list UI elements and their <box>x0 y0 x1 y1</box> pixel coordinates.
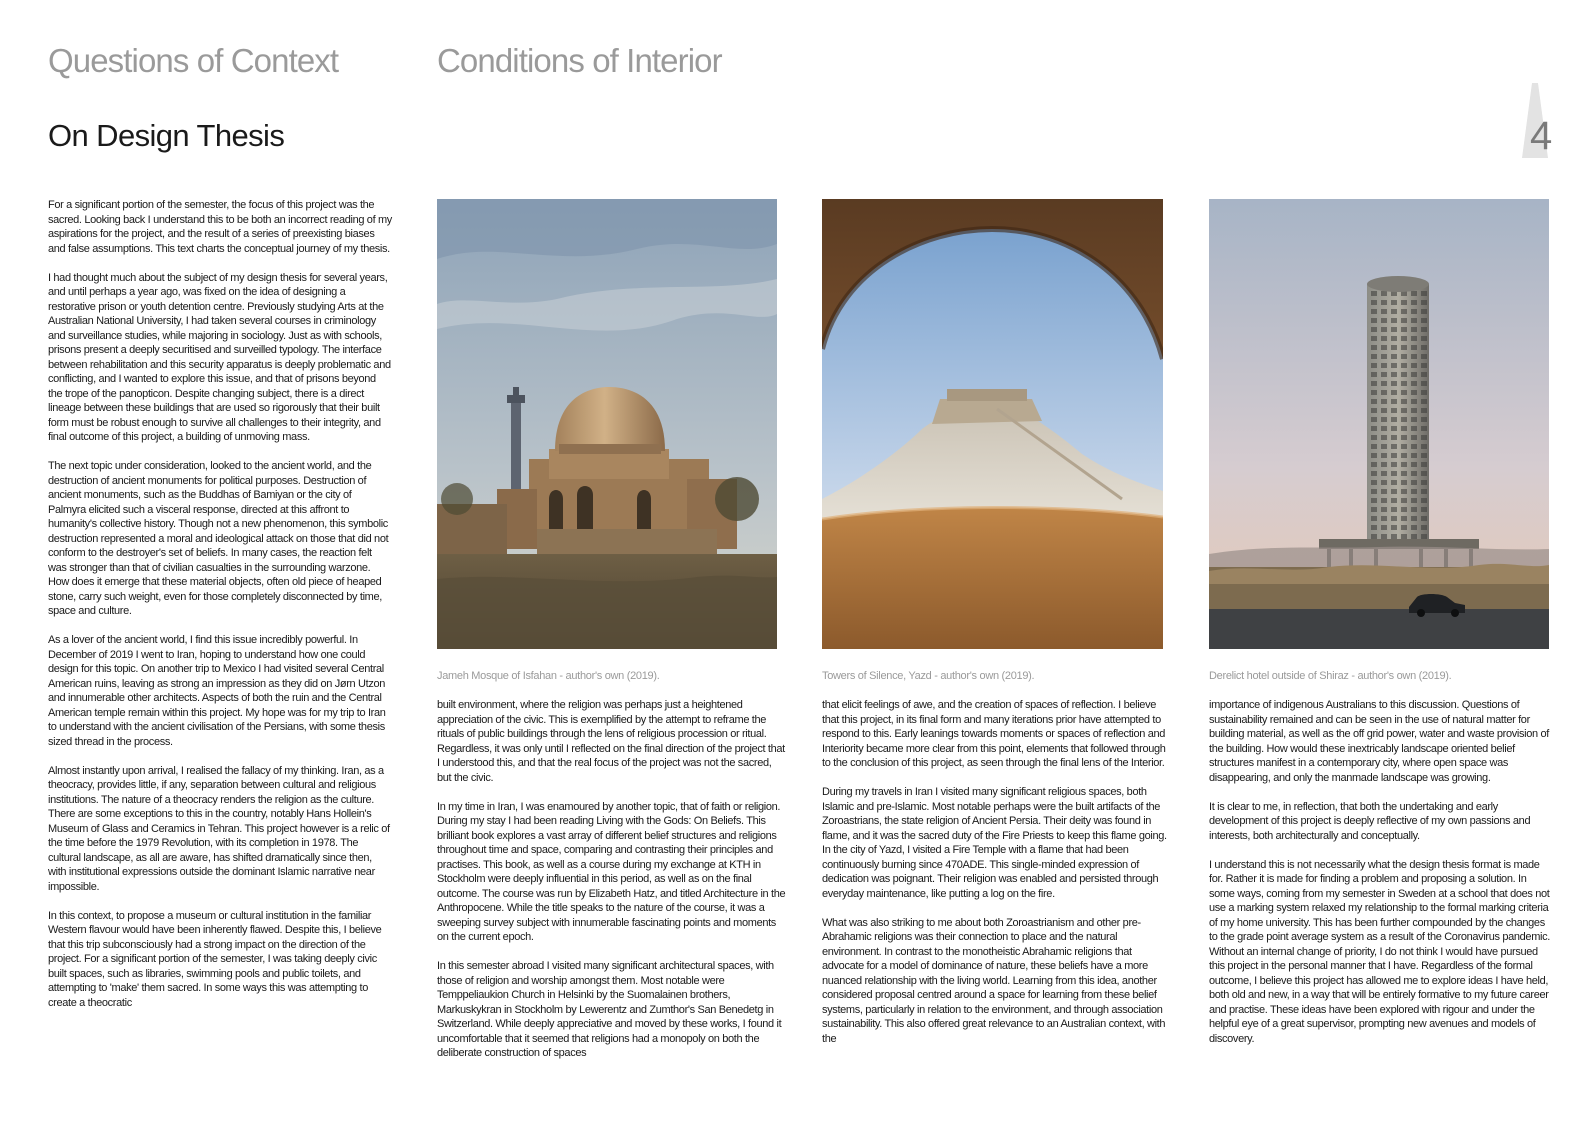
text-column-4 <box>1209 698 1551 1061</box>
paragraph: importance of indigenous Australians to this discussion. Questions of sustainability remained and can be seen in the use of natural matter for building material, as well as the off grid power, water and waste provision of the building. How would these inextricably landscape oriented belief structures manifest in a contemporary city, where open space was disappearing, and only the manmade landscape was growing. <box>1209 699 1549 784</box>
text-column-1 <box>48 198 392 1025</box>
paragraph: In this semester abroad I visited many significant architectural spaces, with those of religion and worship amongst them. Most notable were Temppeliaukion Church in Helsinki by the Suomalainen brothers, Markuskykran in Stockholm by Lewerentz and Zumthor's San Benedetg in Switzerland. While deeply appreciative and moved by these works, I found it uncomfortable that it seemed that religions had a monopoly on both the deliberate construction of spaces <box>437 960 782 1059</box>
paragraph: For a significant portion of the semester, the focus of this project was the sacred. Looking back I understand this to be both an incorrect reading of my aspirations for the project, and the result of a series of preexisting biases and false assumptions. This text charts the conceptual journey of my thesis. <box>48 199 392 255</box>
towers-of-silence-photo <box>822 199 1163 649</box>
photo-caption: Derelict hotel outside of Shiraz - author's own (2019). <box>1209 670 1452 682</box>
paragraph: Almost instantly upon arrival, I realised the fallacy of my thinking. Iran, as a theocracy, provides little, if any, separation between cultural and religious institutions. The nature of a theocracy renders the religion as the culture. There are some exceptions to this in the country, notably Hans Hollein's Museum of Glass and Ceramics in Tehran. This project however is a relic of the time before the 1979 Revolution, with its completion in 1978. The cultural landscape, as all are aware, has shifted dramatically since then, with institutional expressions outside the dominant Islamic narrative near impossible. <box>48 764 390 893</box>
text-column-2 <box>437 698 787 1075</box>
mosque-photo <box>437 199 777 649</box>
paragraph: It is clear to me, in reflection, that both the undertaking and early development of this project is deeply reflective of my own passions and interests, both architecturally and conceptually. <box>1209 800 1531 842</box>
derelict-hotel-photo <box>1209 199 1549 649</box>
paragraph: that elicit feelings of awe, and the creation of spaces of reflection. I believe that this project, in its final form and many iterations prior have attempted to respond to this. Early leanings towards moments or spaces of reflection and Interiority became more clear from this point, elements that followed through to the conclusion of this project, as seen through the final lens of the Interior. <box>822 699 1166 769</box>
photo-caption: Towers of Silence, Yazd - author's own (2019). <box>822 670 1035 682</box>
paragraph: During my travels in Iran I visited many significant religious spaces, both Islamic and pre-Islamic. Most notable perhaps were the built artifacts of the Zoroastrians, the state religion of Ancient Persia. Their deity was found in flame, and it was the sacred duty of the Fire Priests to keep this flame going. In the city of Yazd, I visited a Fire Temple with a flame that had been continuously burning since 470ADE. This single-minded expression of dedication was poignant. Their religion was enabled and persisted through everyday maintenance, like putting a log on the fire. <box>822 786 1167 900</box>
paragraph: I understand this is not necessarily what the design thesis format is made for. Rather it is made for finding a problem and proposing a solution. In some ways, coming from my semester in Sweden at a school that does not use a marking system relaxed my relationship to the formal marking criteria of my home university. This has been further compounded by the changes to the grade point average system as a result of the Coronavirus pandemic. Without an internal change of priority, I do not think I would have pursued this project in the personal manner that I have. Regardless of the formal outcome, I believe this project has allowed me to explore ideas I have held, both old and new, in a way that will be entirely formative to my future career and practise. These ideas have been explored with rigour and under the helpful eye of a great supervisor, prompting new avenues and models of discovery. <box>1209 858 1550 1045</box>
paragraph: In my time in Iran, I was enamoured by another topic, that of faith or religion. During my stay I had been reading Living with the Gods: On Beliefs. This brilliant book explores a vast array of different belief structures and religions throughout time and space, comparing and contrasting their principles and practises. This book, as well as a course during my exchange at KTH in Stockholm were deeply influential in this period, as well as on the final outcome. The course was run by Elizabeth Hatz, and titled Architecture in the Anthropocene. While the title speaks to the nature of the course, it was a sweeping survey subject with innumerable fascinating points and moments on the current epoch. <box>437 800 786 943</box>
photo-caption: Jameh Mosque of Isfahan - author's own (2019). <box>437 670 660 682</box>
page-number: 4 <box>1530 114 1553 158</box>
paragraph: built environment, where the religion was perhaps just a heightened appreciation of the civic. This is exemplified by the attempt to reframe the rituals of public buildings through the lens of religious procession or ritual. Regardless, it was only until I reflected on the final direction of the project that I understood this, and that the real focus of the project was not the sacred, but the civic. <box>437 699 785 784</box>
section-label-context: Questions of Context <box>48 42 339 79</box>
page-title: On Design Thesis <box>48 118 285 153</box>
paragraph: In this context, to propose a museum or cultural institution in the familiar Western flavour would have been inherently flawed. Despite this, I believe that this trip subconsciously had a strong impact on the direction of the project. For a significant portion of the semester, I was taking deeply civic built spaces, such as libraries, swimming pools and public toilets, and attempting to 'make' them sacred. In some ways this was attempting to create a theocratic <box>48 909 382 1009</box>
paragraph: What was also striking to me about both Zoroastrianism and other pre-Abrahamic religions was their connection to place and the natural environment. In contrast to the monotheistic Abrahamic religions that advocate for a model of dominance of nature, these beliefs have a more nuanced relationship with the living world. Learning from this idea, another considered proposal centred around a space for learning from these belief systems, particularly in relation to the environment, and through association sustainability. This also offered great relevance to an Australian context, with the <box>822 916 1166 1045</box>
paragraph: I had thought much about the subject of my design thesis for several years, and until perhaps a year ago, was fixed on the idea of designing a restorative prison or youth detention centre. Previously studying Arts at the Australian National University, I had taken several courses in criminology and surveillance studies, while majoring in sociology. Just as with schools, prisons present a deeply securitised and surveilled typology. The interface between rehabilitation and this security apparatus is deeply problematic and conflicting, and I wanted to explore this issue, and that of prisons beyond the trope of the panopticon. Despite changing subject, there is a direct lineage between these buildings that are used so rigorously that their built form must be robust enough to survive all challenges to their integrity, and final outcome of this project, a building of unmoving mass. <box>48 271 391 443</box>
section-label-interior: Conditions of Interior <box>437 42 722 79</box>
paragraph: As a lover of the ancient world, I find this issue incredibly powerful. In December of 2019 I went to Iran, hoping to understand how one could design for this topic. On another trip to Mexico I had visited several Central American ruins, leaving as strong an impression as they did on Jørn Utzon and innumerable other architects. Aspects of both the ruin and the Central American temple remain within this project. My hope was for my trip to Iran to understand with the ancient civilisation of the Persians, with some thesis sized thread in the process. <box>48 634 386 748</box>
text-column-3 <box>822 698 1167 1061</box>
paragraph: The next topic under consideration, looked to the ancient world, and the destruction of ancient monuments for political purposes. Destruction of ancient monuments, such as the Buddhas of Bamiyan or the city of Palmyra elicited such a visceral response, directed at this affront to humanity's collective history. Though not a new phenomenon, this symbolic destruction represented a moral and ideological attack on those that did not conform to the destroyer's set of beliefs. In many cases, the reaction felt was stronger than that of civilian casualties in the surrounding warzone. How does it emerge that these material objects, often old piece of heaped stone, carry such weight, even for those completely disconnected by time, space and culture. <box>48 460 389 617</box>
